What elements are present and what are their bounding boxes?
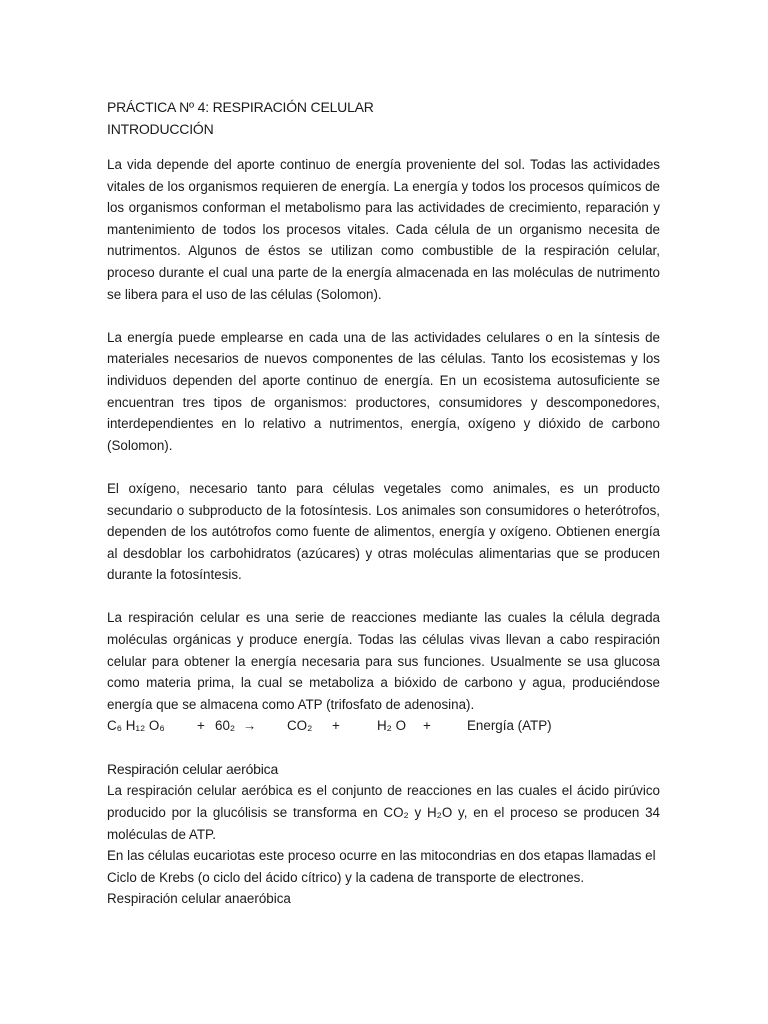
respiration-equation [107, 715, 660, 737]
document-body [107, 96, 660, 910]
plus-sign: + [197, 718, 205, 734]
paragraph-2: La energía puede emplearse en cada una de las actividades celulares o en la síntesis de materiales necesarios de nuevos componentes de las células. Tanto los ecosistemas y los individuos dependen del aporte continuo de energía. En un ecosistema autosuficiente se encuentran tres tipos de organismos: productores, consumidores y descomponedores, interdependientes en lo relativo a nutrimentos, energía, oxígeno y dióxido de carbono (Solomon). [107, 329, 660, 453]
paragraph-4: La respiración celular es una serie de reacciones mediante las cuales la célula degrada moléculas orgánicas y produce energía. Todas las células vivas llevan a cabo respiración celular para obtener la energía necesaria para sus funciones. Usualmente se usa glucosa como materia prima, la cual se metaboliza a bióxido de carbono y agua, produciéndose energía que se almacena como ATP (trifosfato de adenosina). [107, 610, 660, 712]
plus-sign: + [423, 718, 431, 734]
aerobic-paragraph-2: En las células eucariotas este proceso ocurre en las mitocondrias en dos etapas llamadas el Ciclo de Krebs (o ciclo del ácido cítrico) y la cadena de transporte de electrones. [107, 848, 656, 885]
reaction-arrow: → [243, 718, 257, 734]
energy-term: Energía (ATP) [467, 718, 552, 734]
glucose-term: C₆ H₁₂ O₆ [107, 718, 165, 734]
practice-title: PRÁCTICA Nº 4: RESPIRACIÓN CELULAR [107, 99, 374, 115]
paragraph-3: El oxígeno, necesario tanto para células vegetales como animales, es un producto secundario o subproducto de la fotosíntesis. Los animales son consumidores o heterótrofos, dependen de los autótrofos como fuente de alimentos, energía y oxígeno. Obtienen energía al desdoblar los carbohidratos (azúcares) y otras moléculas alimentarias que se producen durante la fotosíntesis. [107, 480, 660, 583]
paragraph-1: La vida depende del aporte continuo de energía proveniente del sol. Todas las actividades vitales de los organismos requieren de energía. La energía y todos los procesos químicos de los organismos conforman el metabolismo para las actividades de crecimiento, reparación y mantenimiento de todos los procesos vitales. Cada célula de un organismo necesita de nutrimentos. Algunos de éstos se utilizan como combustible de la respiración celular, proceso durante el cual una parte de la energía almacenada en las moléculas de nutrimento se libera para el uso de las células (Solomon). [107, 157, 660, 302]
introduction-heading: INTRODUCCIÓN [107, 121, 214, 137]
co2-term: CO₂ [287, 718, 313, 734]
aerobic-paragraph-1: La respiración celular aeróbica es el conjunto de reacciones en las cuales el ácido pirúvico producido por la glucólisis se transforma en CO₂ y H₂O y, en el proceso se producen 34 moléculas de ATP. [107, 783, 660, 842]
anaerobic-heading: Respiración celular anaeróbica [107, 891, 291, 907]
plus-sign: + [332, 718, 340, 734]
aerobic-section-heading: Respiración celular aeróbica [107, 761, 279, 778]
water-term: H₂ O [377, 718, 407, 734]
oxygen-term: 60₂ [215, 718, 236, 734]
